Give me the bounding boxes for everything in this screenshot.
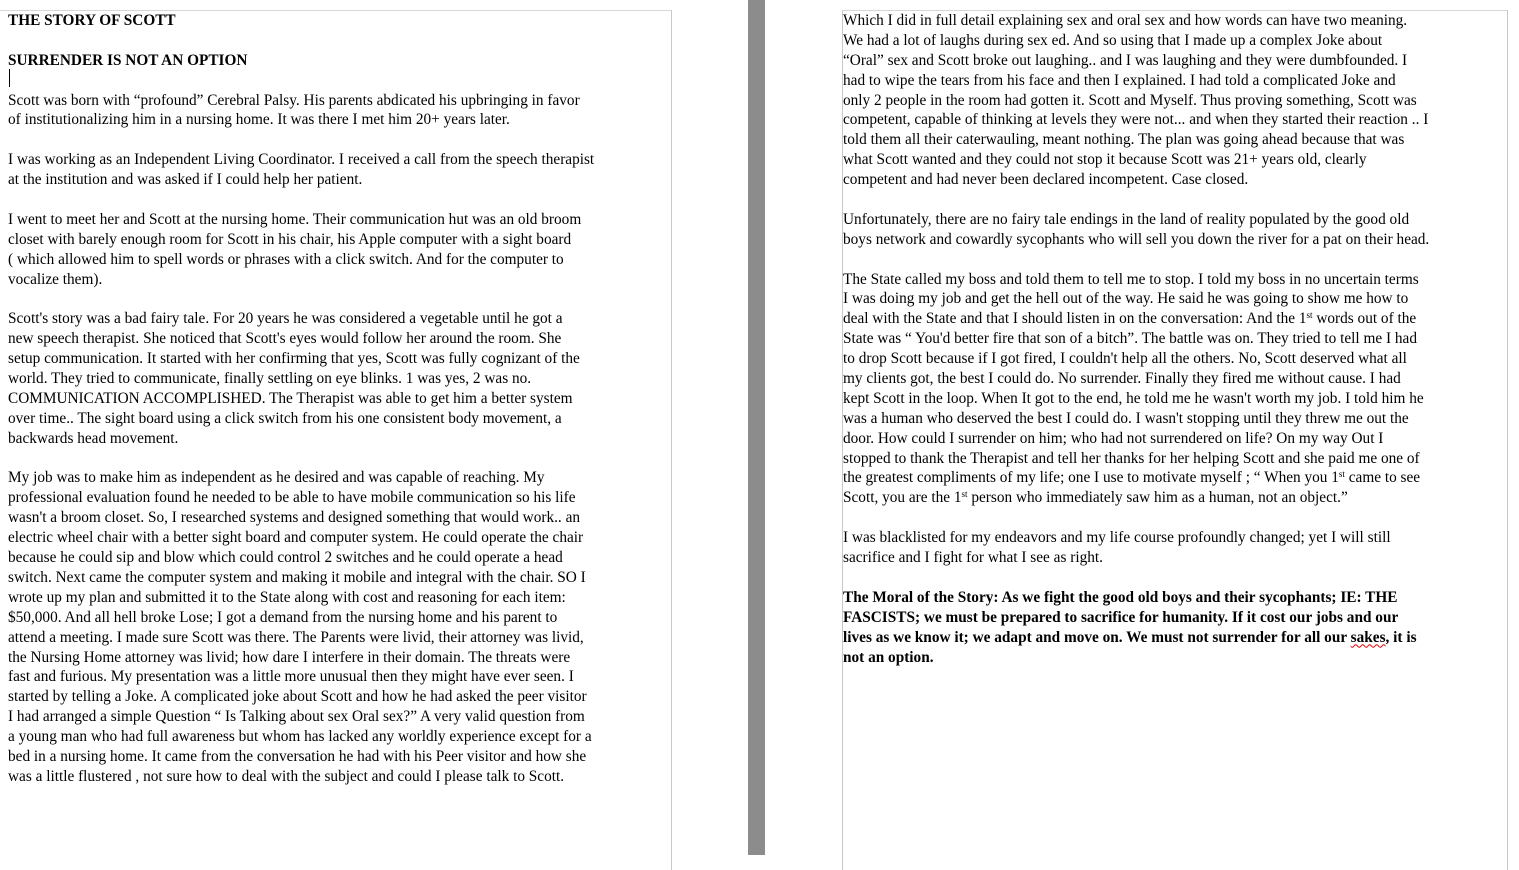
text-line: what Scott wanted and they could not stop it because Scott was 21+ years old, clearly [843, 151, 1367, 169]
blank-line [8, 130, 594, 150]
text-line: because he could sip and blow which could control 2 switches and he could operate a head [8, 549, 563, 567]
text-line: attend a meeting. I made sure Scott was there. The Parents were livid, their attorney was livid, [8, 628, 584, 646]
text-line: the greatest compliments of my life; one I use to motivate myself ; “ When you 1st came to see [843, 469, 1421, 487]
text-line: new speech therapist. She noticed that Scott's eyes would follow her around the room. She [8, 330, 562, 348]
text-cursor [9, 69, 10, 87]
bold-text-line: The Moral of the Story: As we fight the good old boys and their sycophants; IE: THE [843, 588, 1398, 606]
bold-text-line: SURRENDER IS NOT AN OPTION [8, 51, 248, 69]
blank-line [843, 508, 1429, 528]
text-line: ( which allowed him to spell words or phrases with a click switch. And for the computer to [8, 250, 564, 268]
text-line: We had a lot of laughs during sex ed. And so using that I made up a complex Joke about [843, 31, 1383, 49]
left-page[interactable] [0, 10, 672, 870]
blank-line [843, 568, 1429, 588]
text-line: competent and had never been declared incompetent. Case closed. [843, 171, 1249, 189]
text-line: My job was to make him as independent as he desired and was capable of reaching. My [8, 469, 545, 487]
text-line: the Nursing Home attorney was livid; how dare I interfere in their domain. The threats were [8, 648, 571, 666]
text-line: started by telling a Joke. A complicated joke about Scott and how he had asked the peer visitor [8, 688, 587, 706]
text-line: told them all their caterwauling, meant nothing. The plan was going ahead because that was [843, 131, 1405, 149]
right-page[interactable] [842, 10, 1508, 870]
text-line: competent, capable of thinking at levels they were not... and when they started their reaction .. I [843, 111, 1429, 129]
text-line: setup communication. It started with her confirming that yes, Scott was fully cognizant of the [8, 350, 580, 368]
left-page-text[interactable] [8, 11, 594, 787]
text-line: professional evaluation found he needed to be able to have mobile communication so his life [8, 489, 576, 507]
text-line: boys network and cowardly sycophants who will sell you down the river for a pat on their head. [843, 230, 1430, 248]
text-line: had to wipe the tears from his face and then I explained. I had told a complicated Joke and [843, 71, 1396, 89]
text-line: Scott's story was a bad fairy tale. For 20 years he was considered a vegetable until he got a [8, 310, 563, 328]
text-line: deal with the State and that I should listen in on the conversation: And the 1st words out of the [843, 310, 1417, 328]
text-line: bed in a nursing home. It came from the conversation he had with his Peer visitor and how she [8, 747, 587, 765]
text-line: I was blacklisted for my endeavors and my life course profoundly changed; yet I will still [843, 529, 1391, 547]
text-line: only 2 people in the room had gotten it. Scott and Myself. Thus proving something, Scott was [843, 91, 1417, 109]
blank-line [8, 190, 594, 210]
text-line: vocalize them). [8, 270, 103, 288]
text-line: closet with barely enough room for Scott in his chair, his Apple computer with a sight board [8, 230, 572, 248]
bold-text-line: FASCISTS; we must be prepared to sacrifice for humanity. If it cost our jobs and our [843, 608, 1399, 626]
page-gutter [748, 0, 765, 855]
right-page-text[interactable] [843, 11, 1429, 667]
bold-text-line: THE STORY OF SCOTT [8, 12, 176, 29]
text-line: door. How could I surrender on him; who had not surrendered on life? On my way Out I [843, 429, 1384, 447]
text-line: kept Scott in the loop. When It got to the end, he told me he wasn't worth my job. I told him he [843, 389, 1424, 407]
bold-text-line: not an option. [843, 648, 934, 666]
text-line: Scott was born with “profound” Cerebral Palsy. His parents abdicated his upbringing in favor [8, 91, 580, 109]
blank-line [8, 289, 594, 309]
text-line: Unfortunately, there are no fairy tale endings in the land of reality populated by the good old [843, 210, 1410, 228]
text-line: COMMUNICATION ACCOMPLISHED. The Therapist was able to get him a better system [8, 389, 573, 407]
blank-line [8, 71, 594, 91]
blank-line [843, 190, 1429, 210]
text-line: Scott, you are the 1st person who immediately saw him as a human, not an object.” [843, 489, 1348, 507]
bold-text-line: lives as we know it; we adapt and move on. We must not surrender for all our sakes, it is [843, 628, 1417, 646]
text-line: over time.. The sight board using a click switch from his one consistent body movement, a [8, 409, 562, 427]
text-line: stopped to thank the Therapist and tell her thanks for her helping Scott and she paid me one of [843, 449, 1420, 467]
text-line: electric wheel chair with a better sight board and computer system. He could operate the chair [8, 529, 584, 547]
text-line: sacrifice and I fight for what I see as right. [843, 549, 1103, 567]
blank-line [843, 250, 1429, 270]
text-line: I went to meet her and Scott at the nursing home. Their communication hut was an old broom [8, 210, 582, 228]
text-line: my clients got, the best I could do. No surrender. Finally they fired me without cause. I had [843, 370, 1401, 388]
blank-line [8, 449, 594, 469]
text-line: was a little flustered , not sure how to deal with the subject and could I please talk to Scott. [8, 767, 565, 785]
text-line: I had arranged a simple Question “ Is Talking about sex Oral sex?” A very valid question from [8, 708, 585, 726]
text-line: world. They tried to communicate, finally settling on eye blinks. 1 was yes, 2 was no. [8, 370, 532, 388]
text-line: backwards head movement. [8, 429, 179, 447]
text-line: at the institution and was asked if I could help her patient. [8, 171, 363, 189]
text-line: wrote up my plan and submitted it to the State along with cost and reasoning for each item: [8, 588, 566, 606]
text-line: a young man who had full awareness but whom has lacked any worldly experience except for a [8, 728, 592, 746]
text-line: Which I did in full detail explaining sex and oral sex and how words can have two meaning. [843, 12, 1408, 29]
text-line: to drop Scott because if I got fired, I couldn't help all the others. No, Scott deserved what all [843, 350, 1407, 368]
text-line: State was “ You'd better fire that son of a bitch”. The battle was on. They tried to tell me I had [843, 330, 1417, 348]
blank-line [8, 31, 594, 51]
text-line: $50,000. And all hell broke Lose; I got a demand from the nursing home and his parent to [8, 608, 558, 626]
text-line: switch. Next came the computer system and making it mobile and integral with the chair. SO I [8, 568, 586, 586]
text-line: “Oral” sex and Scott broke out laughing.. and I was laughing and they were dumbfounded. I [843, 51, 1408, 69]
spellcheck-mark: sakes [1350, 628, 1386, 646]
text-line: was a human who deserved the best I could do. I wasn't stopping until they threw me out the [843, 409, 1409, 427]
text-line: I was doing my job and get the hell out of the way. He said he was going to show me how to [843, 290, 1409, 308]
text-line: The State called my boss and told them to tell me to stop. I told my boss in no uncertain terms [843, 270, 1419, 288]
text-line: of institutionalizing him in a nursing home. It was there I met him 20+ years later. [8, 111, 510, 129]
text-line: I was working as an Independent Living Coordinator. I received a call from the speech therapist [8, 151, 595, 169]
text-line: wasn't a broom closet. So, I researched systems and designed something that would work.. an [8, 509, 581, 527]
text-line: fast and furious. My presentation was a little more unusual then they might have ever seen. I [8, 668, 574, 686]
